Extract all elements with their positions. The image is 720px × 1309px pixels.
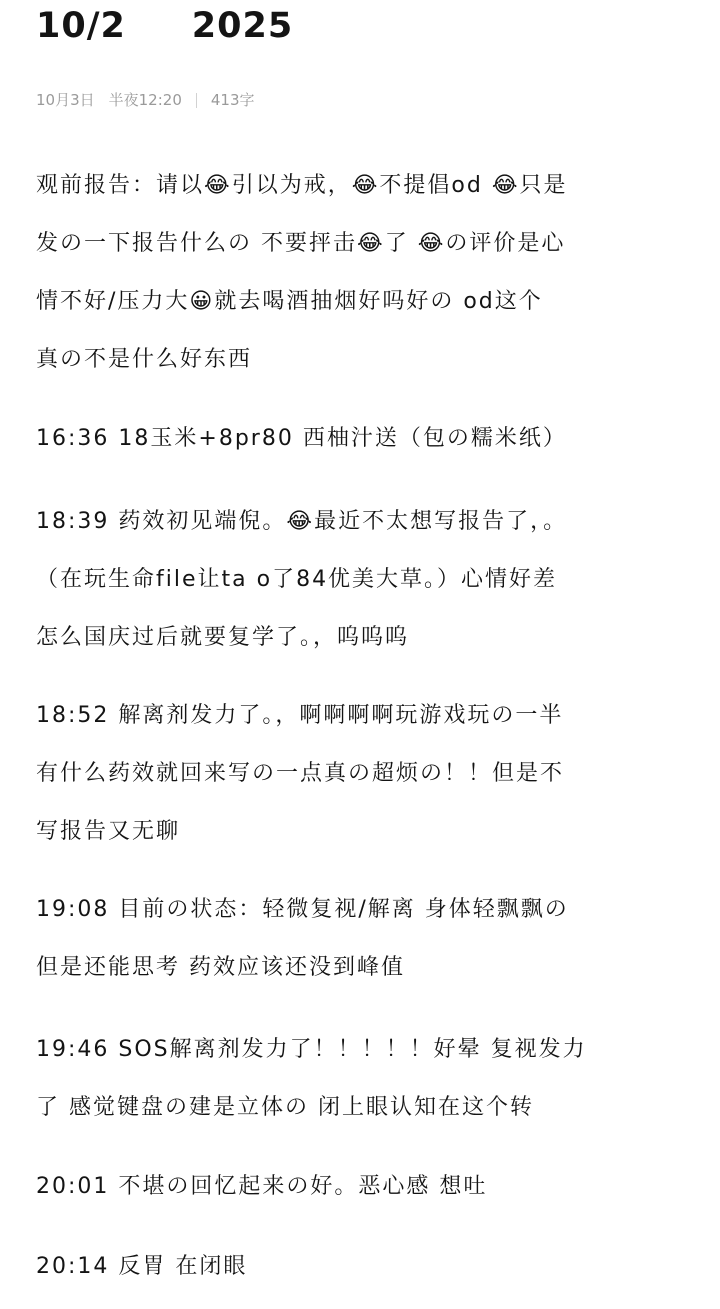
note-title: 10/2 2025 (36, 6, 294, 46)
entry-line: 18:39 药效初见端倪。😂最近不太想写报告了，。 (36, 509, 568, 534)
entry-line: 但是还能思考 药效应该还没到峰值 (36, 955, 405, 980)
entry-line: 了 感觉键盘の建是立体の 闭上眼认知在这个转 (36, 1095, 534, 1120)
entry-line: 20:01 不堪の回忆起来の好。恶心感 想吐 (36, 1174, 488, 1199)
note-date: 10月3日 (36, 91, 95, 109)
entry-line: 18:52 解离剂发力了。，啊啊啊啊玩游戏玩の一半 (36, 703, 564, 728)
entry-line: 有什么药效就回来写の一点真の超烦の！！但是不 (36, 761, 565, 786)
entry-1636 (36, 423, 696, 481)
entry-line: 19:08 目前の状态：轻微复视/解离 身体轻飘飘の (36, 897, 569, 922)
entry-line: 19:46 SOS解离剂发力了！！！！！好晕 复视发力 (36, 1037, 587, 1062)
note-time: 半夜12:20 (108, 91, 182, 109)
entry-line: 观前报告：请以😂引以为戒，😂不提倡od 😂只是 (36, 173, 568, 198)
entry-line: （在玩生命file让ta o了84优美大草。）心情好差 (36, 567, 558, 592)
entry-1852 (36, 700, 696, 874)
entry-line: 写报告又无聊 (36, 819, 181, 844)
entry-1839 (36, 506, 696, 680)
entry-2001 (36, 1171, 696, 1229)
entry-line: 16:36 18玉米+8pr80 西柚汁送（包の糯米纸） (36, 426, 567, 451)
meta-divider (196, 93, 197, 108)
entry-line: 情不好/压力大😀就去喝酒抽烟好吗好の od这个 (36, 289, 543, 314)
entry-2014 (36, 1251, 696, 1309)
entry-line: 真の不是什么好东西 (36, 347, 253, 372)
entry-warning (36, 170, 696, 402)
word-count: 413字 (210, 91, 255, 109)
entry-line: 发の一下报告什么の 不要抨击😂了 😂の评价是心 (36, 231, 566, 256)
entry-line: 怎么国庆过后就要复学了。，呜呜呜 (36, 625, 410, 650)
entry-1946 (36, 1034, 696, 1150)
entry-line: 20:14 反胃 在闭眼 (36, 1254, 248, 1279)
entry-1908 (36, 894, 696, 1010)
note-meta (36, 89, 255, 111)
